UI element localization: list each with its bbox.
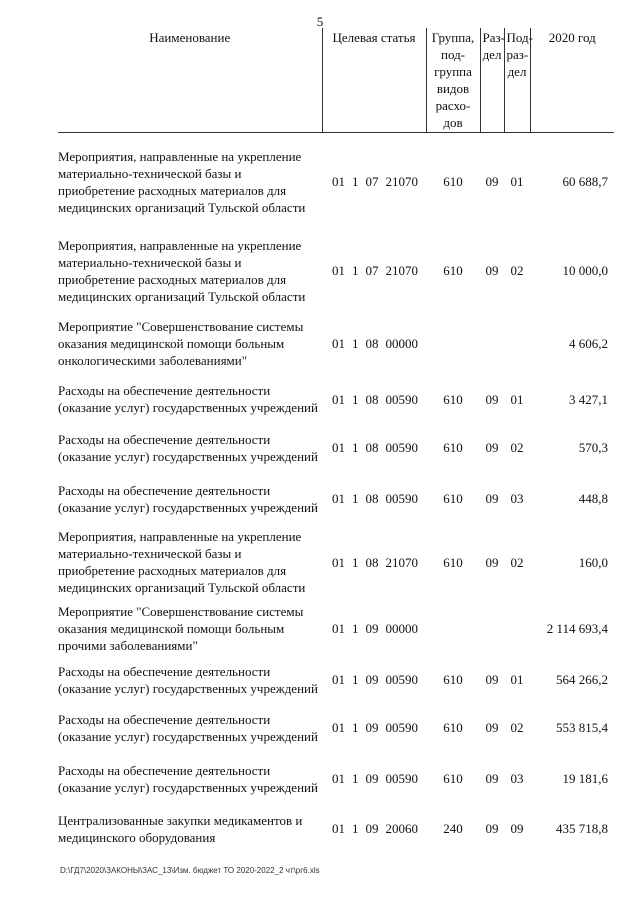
table-row bbox=[58, 311, 614, 376]
table-row bbox=[58, 376, 614, 423]
target-code-part: 00590 bbox=[385, 720, 418, 735]
row-section: 09 bbox=[485, 263, 499, 278]
row-section: 09 bbox=[485, 174, 499, 190]
table-row bbox=[58, 703, 614, 753]
target-code-part: 01 bbox=[332, 263, 345, 278]
table-row bbox=[58, 805, 614, 853]
row-section: 09 bbox=[485, 554, 499, 570]
target-code-part: 1 bbox=[352, 821, 359, 836]
table-row bbox=[58, 525, 614, 600]
row-subsection: 01 bbox=[510, 391, 524, 407]
row-section: 09 bbox=[485, 391, 499, 407]
row-amount: 553 815,4 bbox=[556, 720, 608, 735]
row-amount: 448,8 bbox=[578, 491, 608, 506]
row-target-code bbox=[322, 376, 426, 423]
target-code-part: 00590 bbox=[385, 391, 418, 407]
header-name: Наименование bbox=[58, 28, 322, 133]
target-code-part: 01 bbox=[332, 491, 345, 506]
page-number: 5 bbox=[316, 14, 324, 29]
row-name: Мероприятия, направленные на укрепление материально-технической базы и приобретение расходных материалов для медицинских организаций Тульской области bbox=[58, 529, 306, 595]
target-code-part: 00000 bbox=[385, 620, 418, 636]
target-code-part: 01 bbox=[332, 821, 345, 836]
target-code-part: 07 bbox=[365, 174, 379, 190]
row-target-code bbox=[322, 423, 426, 473]
target-code-part: 00590 bbox=[385, 672, 418, 687]
row-name: Мероприятие "Совершенствование системы оказания медицинской помощи больным прочими заболеваниями" bbox=[58, 603, 304, 653]
target-code-part: 00590 bbox=[385, 491, 418, 506]
target-code-part: 1 bbox=[352, 174, 359, 190]
row-amount: 4 606,2 bbox=[569, 335, 608, 351]
row-name: Мероприятия, направленные на укрепление материально-технической базы и приобретение расходных материалов для медицинских организаций Тульской области bbox=[58, 148, 306, 215]
row-section: 09 bbox=[485, 491, 499, 506]
target-code-part: 08 bbox=[365, 554, 379, 570]
target-code-part: 1 bbox=[352, 335, 359, 351]
target-code-part: 20060 bbox=[385, 821, 418, 836]
target-code-part: 00000 bbox=[385, 335, 418, 351]
target-code-part: 00590 bbox=[385, 440, 418, 455]
row-subsection: 01 bbox=[510, 672, 524, 687]
target-code-part: 07 bbox=[365, 263, 379, 278]
row-group: 610 bbox=[443, 440, 463, 455]
target-code-part: 21070 bbox=[385, 263, 418, 278]
target-code-part: 01 bbox=[332, 720, 345, 735]
target-code-part: 1 bbox=[352, 391, 359, 407]
row-name: Мероприятие "Совершенствование системы оказания медицинской помощи больным онкологическими заболеваниями" bbox=[58, 318, 304, 368]
row-group: 610 bbox=[443, 263, 463, 278]
row-amount: 10 000,0 bbox=[562, 263, 608, 278]
target-code-part: 09 bbox=[365, 620, 379, 636]
target-code-part: 09 bbox=[365, 720, 379, 735]
row-name: Расходы на обеспечение деятельности (оказание услуг) государственных учреждений bbox=[58, 762, 318, 795]
row-amount: 2 114 693,4 bbox=[546, 620, 608, 636]
row-target-code bbox=[322, 657, 426, 703]
target-code-part: 1 bbox=[352, 620, 359, 636]
header-section: Раз-дел bbox=[480, 28, 504, 133]
row-name: Мероприятия, направленные на укрепление материально-технической базы и приобретение расходных материалов для медицинских организаций Тульской области bbox=[58, 237, 306, 304]
target-code-part: 21070 bbox=[385, 554, 418, 570]
row-section bbox=[480, 600, 504, 657]
row-amount: 564 266,2 bbox=[556, 672, 608, 687]
table-row bbox=[58, 231, 614, 311]
target-code-part: 01 bbox=[332, 620, 345, 636]
row-amount: 435 718,8 bbox=[556, 821, 608, 836]
header-subsection: Под-раз-дел bbox=[504, 28, 530, 133]
row-name: Расходы на обеспечение деятельности (оказание услуг) государственных учреждений bbox=[58, 663, 318, 696]
header-year: 2020 год bbox=[530, 28, 614, 133]
row-target-code bbox=[322, 703, 426, 753]
header-target: Целевая статья bbox=[322, 28, 426, 133]
row-target-code bbox=[322, 473, 426, 525]
table-row bbox=[58, 600, 614, 657]
row-subsection: 01 bbox=[510, 174, 524, 190]
row-section: 09 bbox=[485, 440, 499, 455]
row-section: 09 bbox=[485, 821, 499, 836]
row-amount: 3 427,1 bbox=[569, 391, 608, 407]
row-subsection bbox=[504, 600, 530, 657]
row-group: 610 bbox=[443, 554, 463, 570]
row-name: Расходы на обеспечение деятельности (оказание услуг) государственных учреждений bbox=[58, 482, 318, 515]
target-code-part: 09 bbox=[365, 771, 379, 786]
target-code-part: 1 bbox=[352, 263, 359, 278]
table-header-row bbox=[58, 28, 614, 133]
target-code-part: 01 bbox=[332, 771, 345, 786]
target-code-part: 08 bbox=[365, 391, 379, 407]
target-code-part: 08 bbox=[365, 335, 379, 351]
row-subsection: 02 bbox=[510, 554, 524, 570]
table-row bbox=[58, 657, 614, 703]
row-subsection: 02 bbox=[510, 720, 524, 735]
target-code-part: 01 bbox=[332, 672, 345, 687]
row-group: 610 bbox=[443, 720, 463, 735]
row-amount: 570,3 bbox=[578, 440, 608, 455]
target-code-part: 00590 bbox=[385, 771, 418, 786]
row-group: 610 bbox=[443, 391, 463, 407]
row-target-code bbox=[322, 600, 426, 657]
target-code-part: 01 bbox=[332, 335, 345, 351]
row-subsection: 03 bbox=[510, 771, 524, 786]
row-group bbox=[426, 600, 480, 657]
target-code-part: 08 bbox=[365, 440, 379, 455]
row-subsection: 03 bbox=[510, 491, 524, 506]
row-section: 09 bbox=[485, 771, 499, 786]
row-target-code bbox=[322, 525, 426, 600]
target-code-part: 01 bbox=[332, 440, 345, 455]
header-group: Группа, под-группа видов расхо-дов bbox=[426, 28, 480, 133]
row-subsection: 02 bbox=[510, 263, 524, 278]
row-target-code bbox=[322, 805, 426, 853]
row-name: Централизованные закупки медикаментов и медицинского оборудования bbox=[58, 812, 303, 845]
target-code-part: 01 bbox=[332, 391, 345, 407]
row-name: Расходы на обеспечение деятельности (оказание услуг) государственных учреждений bbox=[58, 431, 318, 464]
row-amount: 60 688,7 bbox=[562, 174, 608, 190]
row-subsection: 09 bbox=[510, 821, 524, 836]
target-code-part: 1 bbox=[352, 720, 359, 735]
budget-table bbox=[58, 28, 614, 853]
target-code-part: 21070 bbox=[385, 174, 418, 190]
target-code-part: 08 bbox=[365, 491, 379, 506]
row-target-code bbox=[322, 133, 426, 231]
table-row bbox=[58, 133, 614, 231]
row-section bbox=[480, 311, 504, 376]
row-section: 09 bbox=[485, 720, 499, 735]
file-path-footer: D:\ГД7\2020\ЗАКОНЫ\ЗАС_13\Изм. бюджет ТО 2020-2022_2 чт\рг6.xls bbox=[60, 866, 320, 875]
row-subsection: 02 bbox=[510, 440, 524, 455]
target-code-part: 01 bbox=[332, 174, 345, 190]
row-amount: 160,0 bbox=[578, 554, 608, 570]
target-code-part: 1 bbox=[352, 771, 359, 786]
row-target-code bbox=[322, 753, 426, 805]
row-group: 610 bbox=[443, 771, 463, 786]
row-name: Расходы на обеспечение деятельности (оказание услуг) государственных учреждений bbox=[58, 383, 318, 415]
table-row bbox=[58, 423, 614, 473]
table-row bbox=[58, 753, 614, 805]
row-group: 610 bbox=[443, 491, 463, 506]
target-code-part: 09 bbox=[365, 672, 379, 687]
target-code-part: 1 bbox=[352, 491, 359, 506]
target-code-part: 1 bbox=[352, 554, 359, 570]
row-subsection bbox=[504, 311, 530, 376]
row-target-code bbox=[322, 231, 426, 311]
row-name: Расходы на обеспечение деятельности (оказание услуг) государственных учреждений bbox=[58, 711, 318, 744]
target-code-part: 1 bbox=[352, 440, 359, 455]
row-group: 240 bbox=[443, 821, 463, 836]
row-group: 610 bbox=[443, 174, 463, 190]
row-group: 610 bbox=[443, 672, 463, 687]
target-code-part: 1 bbox=[352, 672, 359, 687]
row-amount: 19 181,6 bbox=[562, 771, 608, 786]
row-group bbox=[426, 311, 480, 376]
target-code-part: 01 bbox=[332, 554, 345, 570]
row-section: 09 bbox=[485, 672, 499, 687]
target-code-part: 09 bbox=[365, 821, 379, 836]
table-row bbox=[58, 473, 614, 525]
row-target-code bbox=[322, 311, 426, 376]
